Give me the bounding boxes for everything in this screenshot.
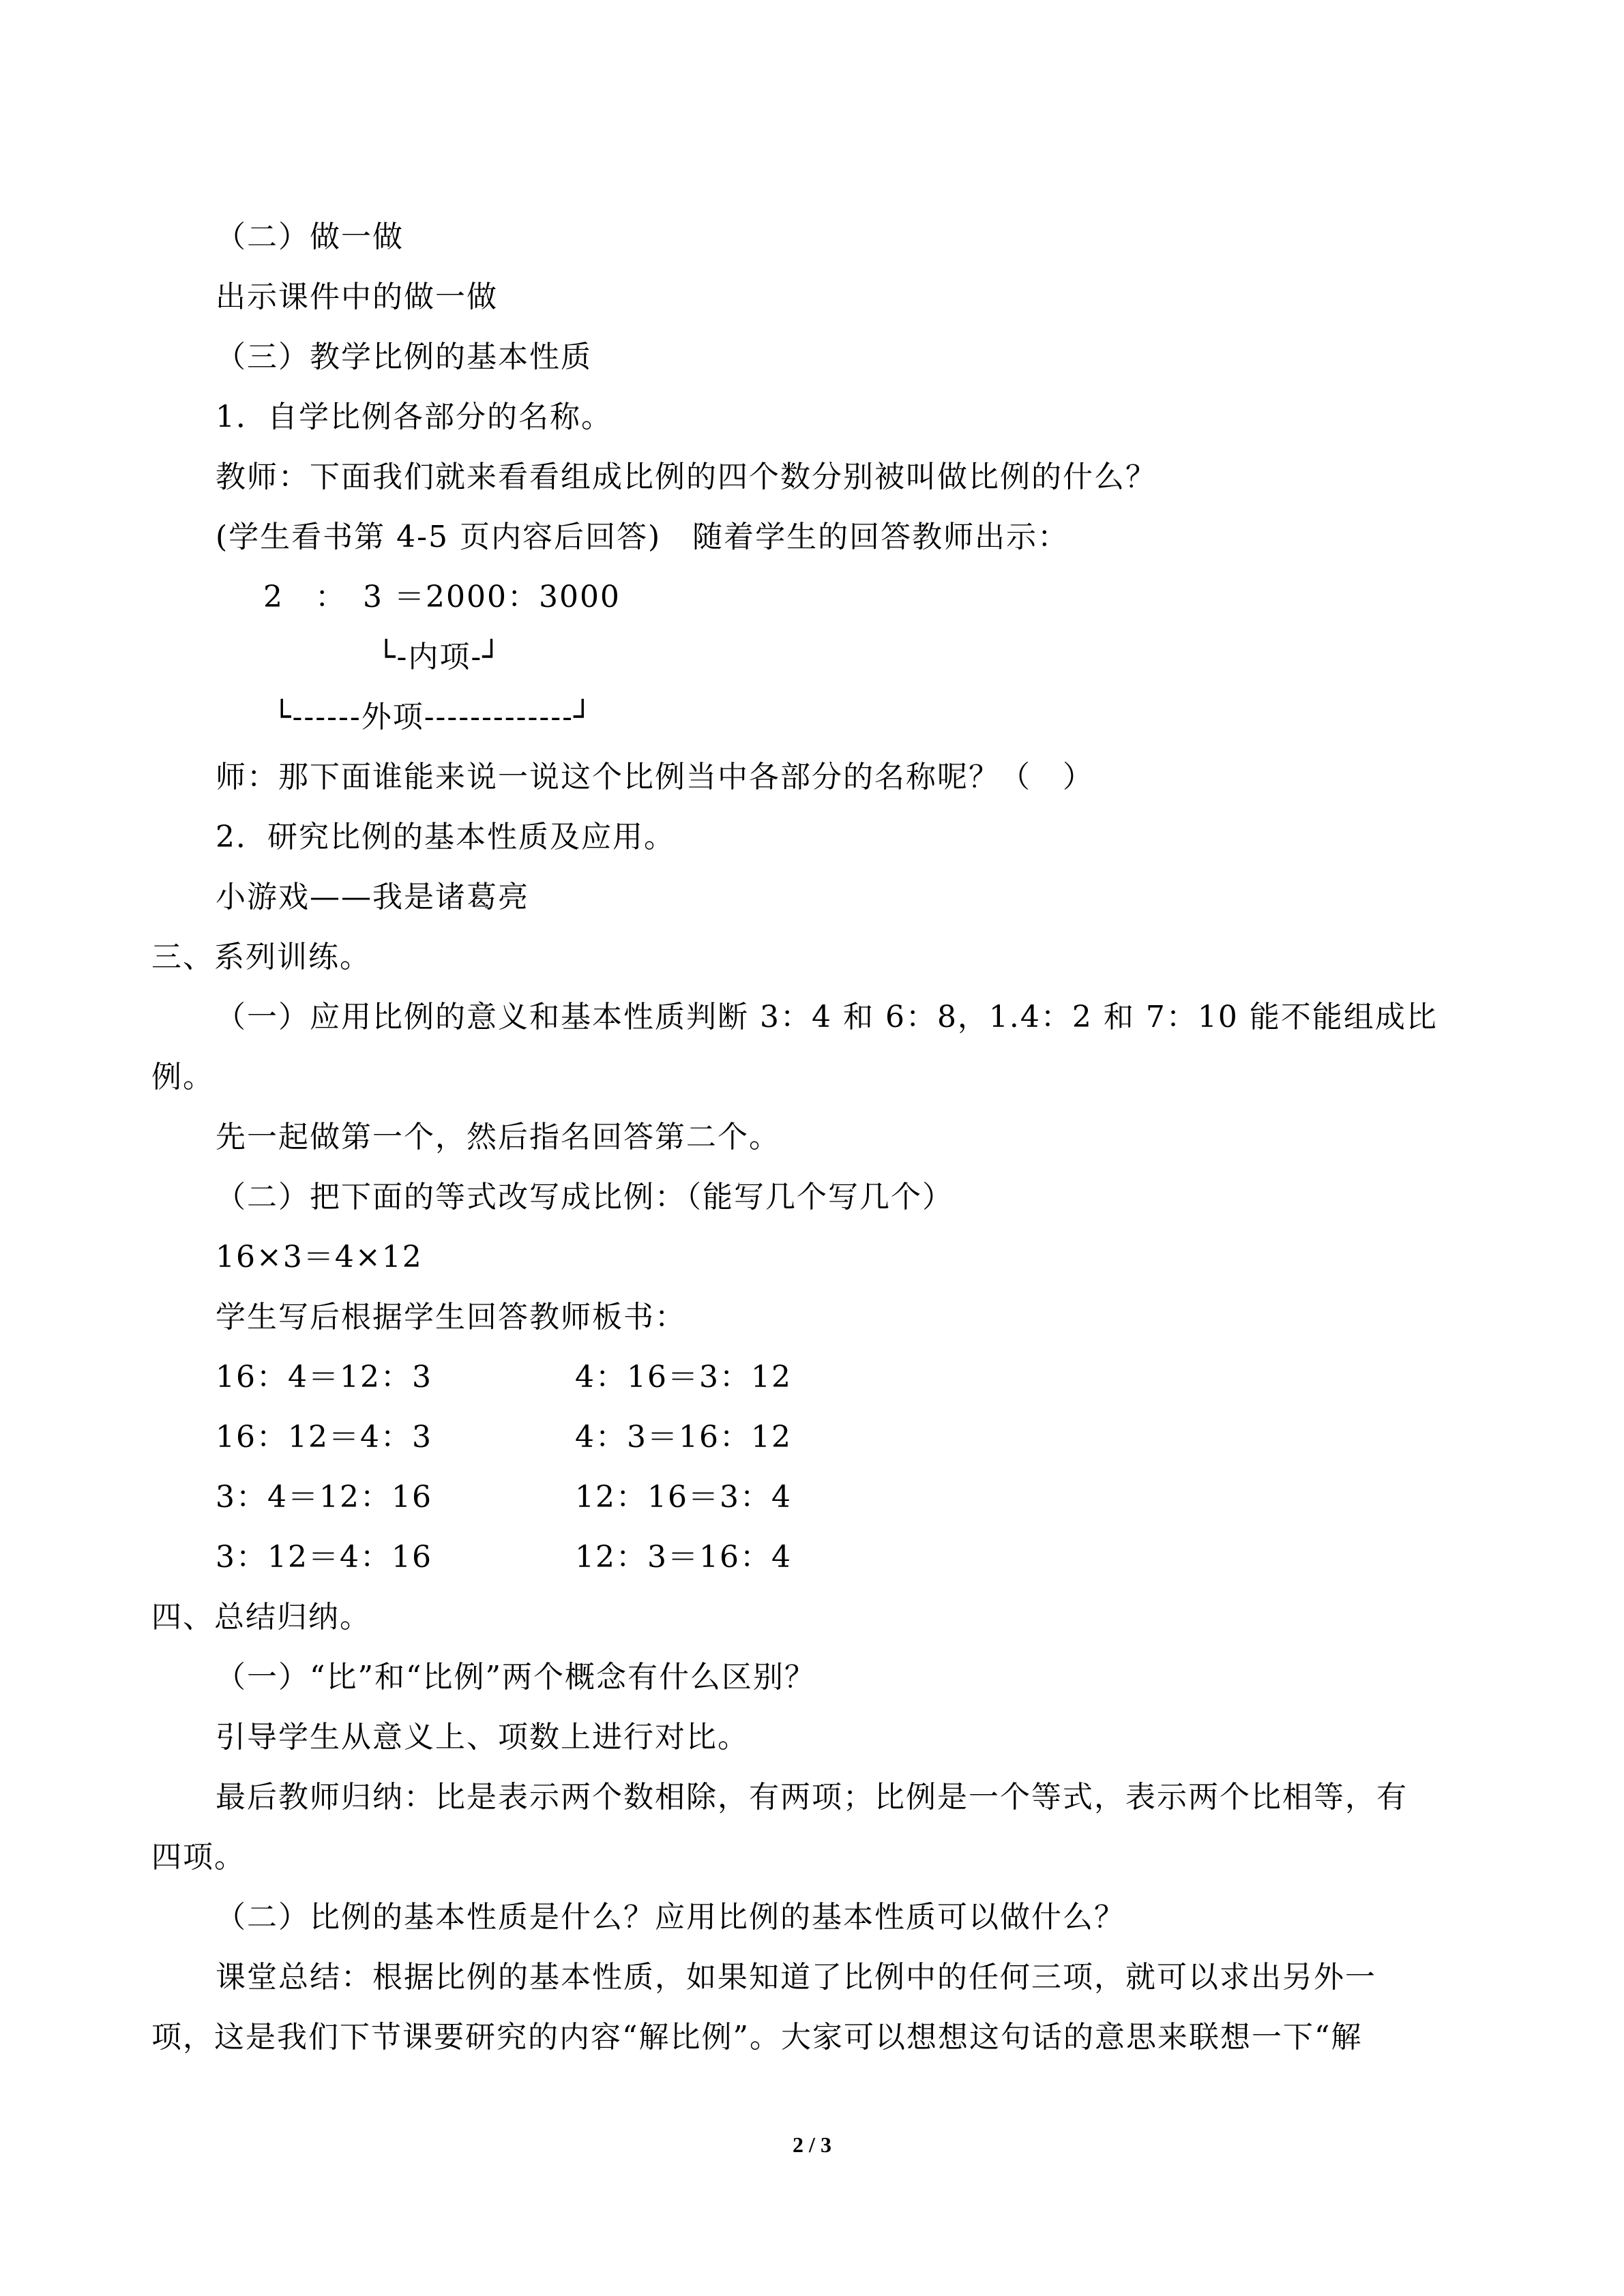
paragraph: 出示课件中的做一做 [216,280,498,314]
section-heading: （二）把下面的等式改写成比例：（能写几个写几个） [216,1180,954,1214]
paragraph: 学生写后根据学生回答教师板书： [216,1300,686,1335]
paragraph: 先一起做第一个，然后指名回答第二个。 [216,1120,780,1154]
inner-terms-bracket: └-内项-┘ [377,640,502,674]
proportion-item: 4：3＝16：12 [575,1420,792,1455]
paragraph: （一）“比”和“比例”两个概念有什么区别？ [216,1660,816,1695]
proportion-item: 16：4＝12：3 [216,1360,432,1395]
section-heading: （三）教学比例的基本性质 [216,340,592,374]
paragraph: 例。 [151,1060,214,1094]
paragraph: 课堂总结：根据比例的基本性质，如果知道了比例中的任何三项，就可以求出另外一 [216,1960,1376,1995]
paragraph: (学生看书第 4-5 页内容后回答) 随着学生的回答教师出示： [216,520,1069,554]
paragraph: 2．研究比例的基本性质及应用。 [216,820,675,854]
proportion-item: 3：4＝12：16 [216,1480,432,1515]
paragraph: （二）比例的基本性质是什么？应用比例的基本性质可以做什么？ [216,1900,1125,1935]
paragraph: （一）应用比例的意义和基本性质判断 3：4 和 6：8，1.4：2 和 7：10 能不能组成比 [216,1000,1438,1034]
section-heading: 四、总结归纳。 [151,1600,371,1635]
proportion-formula: 2 ： 3 ＝2000：3000 [263,580,621,614]
section-heading: 三、系列训练。 [151,940,371,974]
paragraph: 四项。 [151,1840,246,1875]
proportion-item: 16：12＝4：3 [216,1420,432,1455]
paragraph: 1．自学比例各部分的名称。 [216,400,612,434]
paragraph: 师：那下面谁能来说一说这个比例当中各部分的名称呢？（ ） [216,760,1094,794]
paragraph: 最后教师归纳：比是表示两个数相除，有两项；比例是一个等式，表示两个比相等，有 [216,1780,1408,1815]
proportion-item: 3：12＝4：16 [216,1540,432,1575]
proportion-item: 4：16＝3：12 [575,1360,792,1395]
equation: 16×3＝4×12 [216,1240,423,1274]
outer-terms-bracket: └------外项-------------┘ [273,700,593,734]
paragraph: 项，这是我们下节课要研究的内容“解比例”。大家可以想想这句话的意思来联想一下“解 [151,2020,1363,2055]
section-heading: （二）做一做 [216,220,404,254]
paragraph: 教师：下面我们就来看看组成比例的四个数分别被叫做比例的什么？ [216,460,1157,494]
paragraph: 引导学生从意义上、项数上进行对比。 [216,1720,749,1755]
page-number: 2 / 3 [793,2132,831,2157]
proportion-item: 12：3＝16：4 [575,1540,792,1575]
paragraph: 小游戏——我是诸葛亮 [216,880,529,914]
proportion-item: 12：16＝3：4 [575,1480,792,1515]
